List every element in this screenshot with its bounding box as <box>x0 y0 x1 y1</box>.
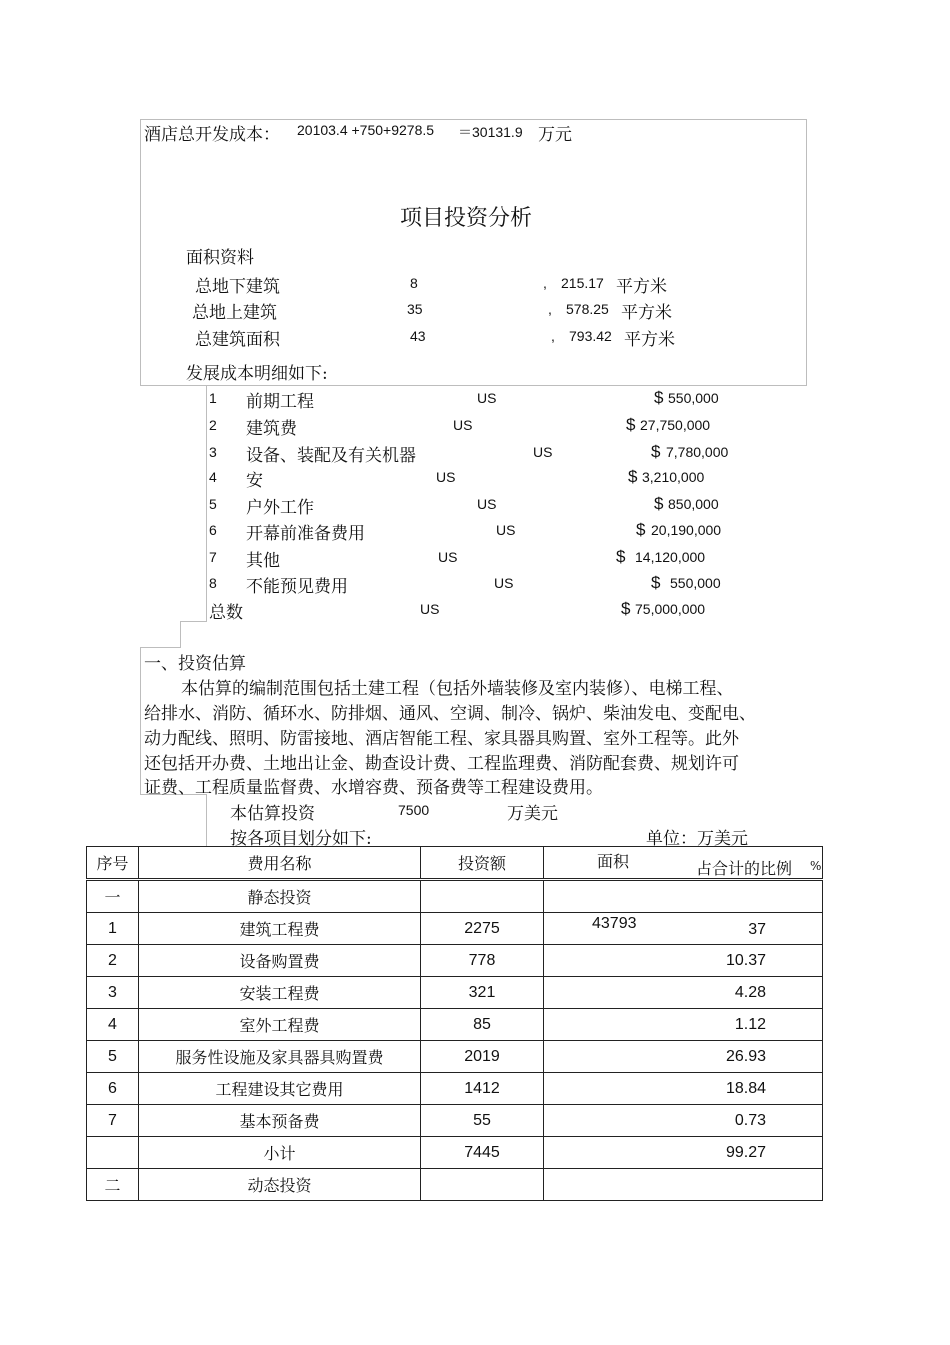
header-name: 费用名称 <box>139 847 421 880</box>
cost-total-dollar: $ <box>621 599 631 618</box>
estimate-left-border <box>140 647 141 794</box>
cost-item-dollar: $ <box>636 520 646 539</box>
cost-item-no: 3 <box>209 444 217 460</box>
row-no: 5 <box>87 1041 139 1073</box>
cost-item-amount: 550,000 <box>670 575 721 591</box>
cost-item-name: 安 <box>246 471 263 491</box>
area-row-name: 总地下建筑 <box>195 277 280 297</box>
header-area-ratio-cell <box>544 847 823 880</box>
row-name: 建筑工程费 <box>139 913 421 945</box>
cost-item-currency: US <box>438 549 458 565</box>
page-title: 项目投资分析 <box>400 206 533 231</box>
header-equals: ＝30131.9 <box>458 124 523 140</box>
cost-item-no: 2 <box>209 417 217 433</box>
row-amount: 321 <box>421 977 544 1009</box>
invest-left-border <box>206 794 207 846</box>
row-no: 6 <box>87 1073 139 1105</box>
cost-item-dollar: $ <box>628 467 638 486</box>
cost-item-name: 不能预见费用 <box>246 577 348 597</box>
header-area: 面积 <box>597 852 630 871</box>
row-amount: 778 <box>421 945 544 977</box>
header-label: 酒店总开发成本： <box>144 125 280 145</box>
row-name: 服务性设施及家具器具购置费 <box>139 1041 421 1073</box>
cost-item-currency: US <box>533 444 553 460</box>
area-row-a: 43 <box>410 328 426 344</box>
area-heading: 面积资料 <box>186 248 254 268</box>
cost-item-dollar: $ <box>651 442 661 461</box>
area-bottom-border <box>140 385 807 386</box>
cost-item-dollar: $ <box>626 415 636 434</box>
table-row <box>87 913 823 945</box>
row-name: 安装工程费 <box>139 977 421 1009</box>
row-amount: 1412 <box>421 1073 544 1105</box>
cost-item-name: 设备、装配及有关机器 <box>246 446 416 466</box>
area-row-unit: 平方米 <box>621 303 672 323</box>
right-border <box>806 119 807 385</box>
invest-value: 7500 <box>398 802 430 818</box>
area-row-b: 215.17 <box>561 275 604 291</box>
cost-item-name: 建筑费 <box>246 419 297 439</box>
area-row-b: 793.42 <box>569 328 612 344</box>
area-row-name: 总建筑面积 <box>195 330 280 350</box>
investment-table <box>86 846 823 1201</box>
cost-item-no: 4 <box>209 469 217 485</box>
table-row <box>87 880 823 913</box>
left-border <box>140 119 141 385</box>
unit-label: 单位：万美元 <box>646 829 748 849</box>
cost-item-name: 户外工作 <box>246 498 314 518</box>
cost-item-currency: US <box>477 390 497 406</box>
table-header-row <box>87 847 823 880</box>
area-row-a: 8 <box>410 275 418 291</box>
cost-bottom-border <box>180 621 207 622</box>
cost-item-currency: US <box>496 522 516 538</box>
table-row <box>87 1041 823 1073</box>
cost-item-amount: 14,120,000 <box>635 549 706 565</box>
cost-item-no: 7 <box>209 549 217 565</box>
cost-item-name: 开幕前准备费用 <box>246 524 365 544</box>
invest-unit: 万美元 <box>507 804 558 824</box>
row-no: 一 <box>87 880 139 913</box>
estimate-heading: 一、投资估算 <box>144 654 246 674</box>
split-label: 按各项目划分如下: <box>230 829 372 849</box>
estimate-paragraph-line: 还包括开办费、土地出让金、勘查设计费、工程监理费、消防配套费、规划许可 <box>144 754 739 774</box>
row-no: 7 <box>87 1105 139 1137</box>
cost-item-amount: 550,000 <box>668 390 719 406</box>
row-area: 43793 <box>592 915 637 932</box>
cost-item-amount: 7,780,000 <box>666 444 729 460</box>
row-amount: 85 <box>421 1009 544 1041</box>
row-amount: 55 <box>421 1105 544 1137</box>
row-name: 小计 <box>139 1137 421 1169</box>
row-no <box>87 1137 139 1169</box>
row-no: 2 <box>87 945 139 977</box>
area-row-name: 总地上建筑 <box>192 303 277 323</box>
cost-heading: 发展成本明细如下: <box>186 364 328 384</box>
area-row-sep: , <box>548 301 552 317</box>
cost-item-dollar: $ <box>654 494 664 513</box>
invest-label: 本估算投资 <box>230 804 315 824</box>
table-row <box>87 1105 823 1137</box>
row-ratio: 10.37 <box>544 945 823 977</box>
cost-item-dollar: $ <box>651 573 661 592</box>
table-row <box>87 1009 823 1041</box>
area-row-b: 578.25 <box>566 301 609 317</box>
area-row-unit: 平方米 <box>616 277 667 297</box>
row-ratio: 99.27 <box>544 1137 823 1169</box>
row-no: 1 <box>87 913 139 945</box>
row-amount <box>421 880 544 913</box>
step-border <box>180 621 181 647</box>
header-unit: 万元 <box>538 125 572 145</box>
row-ratio: 0.73 <box>544 1105 823 1137</box>
area-row-sep: , <box>551 328 555 344</box>
cost-item-currency: US <box>436 469 456 485</box>
cost-item-no: 1 <box>209 390 217 406</box>
cost-item-amount: 27,750,000 <box>640 417 711 433</box>
row-name: 工程建设其它费用 <box>139 1073 421 1105</box>
row-name: 基本预备费 <box>139 1105 421 1137</box>
cost-total-currency: US <box>420 601 440 617</box>
row-ratio: 37 <box>748 921 766 938</box>
cost-item-currency: US <box>494 575 514 591</box>
row-name: 设备购置费 <box>139 945 421 977</box>
row-amount: 2275 <box>421 913 544 945</box>
cost-item-currency: US <box>453 417 473 433</box>
cost-item-no: 5 <box>209 496 217 512</box>
area-row-a: 35 <box>407 301 423 317</box>
cost-total-amount: 75,000,000 <box>635 601 706 617</box>
area-row-sep: , <box>543 275 547 291</box>
row-area-ratio-cell <box>544 913 823 945</box>
cost-item-amount: 850,000 <box>668 496 719 512</box>
row-amount: 2019 <box>421 1041 544 1073</box>
row-name: 动态投资 <box>139 1169 421 1201</box>
row-name: 静态投资 <box>139 880 421 913</box>
row-no: 3 <box>87 977 139 1009</box>
row-ratio <box>544 1169 823 1201</box>
row-ratio: 4.28 <box>544 977 823 1009</box>
header-no: 序号 <box>87 847 139 880</box>
header-percent: % <box>810 859 822 873</box>
cost-item-no: 6 <box>209 522 217 538</box>
row-amount <box>421 1169 544 1201</box>
row-ratio: 1.12 <box>544 1009 823 1041</box>
header-formula: 20103.4 +750+9278.5 <box>297 122 435 138</box>
cost-item-currency: US <box>477 496 497 512</box>
cost-left-border <box>206 385 207 621</box>
table-row <box>87 1137 823 1169</box>
cost-total-label: 总数 <box>209 603 243 623</box>
header-amount: 投资额 <box>421 847 544 880</box>
estimate-paragraph-line: 动力配线、照明、防雷接地、酒店智能工程、家具器具购置、室外工程等。此外 <box>144 729 739 749</box>
row-no: 4 <box>87 1009 139 1041</box>
cost-item-dollar: $ <box>654 388 664 407</box>
area-row-unit: 平方米 <box>624 330 675 350</box>
header-ratio: 占合计的比例 <box>696 859 793 878</box>
row-ratio: 26.93 <box>544 1041 823 1073</box>
estimate-paragraph-line: 本估算的编制范围包括土建工程（包括外墙装修及室内装修）、电梯工程、 <box>181 679 734 699</box>
row-name: 室外工程费 <box>139 1009 421 1041</box>
table-row <box>87 945 823 977</box>
estimate-paragraph-line: 给排水、消防、循环水、防排烟、通风、空调、制冷、锅炉、柴油发电、变配电、 <box>144 704 756 724</box>
cost-item-amount: 3,210,000 <box>642 469 705 485</box>
row-ratio: 18.84 <box>544 1073 823 1105</box>
row-ratio <box>544 880 823 913</box>
table-row <box>87 977 823 1009</box>
estimate-paragraph-line: 证费、工程质量监督费、水增容费、预备费等工程建设费用。 <box>144 778 603 798</box>
cost-item-amount: 20,190,000 <box>651 522 722 538</box>
table-row <box>87 1073 823 1105</box>
estimate-top-border <box>140 647 181 648</box>
table-row <box>87 1169 823 1201</box>
cost-item-name: 前期工程 <box>246 392 314 412</box>
cost-item-no: 8 <box>209 575 217 591</box>
row-no: 二 <box>87 1169 139 1201</box>
row-amount: 7445 <box>421 1137 544 1169</box>
cost-item-dollar: $ <box>616 547 626 566</box>
cost-item-name: 其他 <box>246 551 280 571</box>
